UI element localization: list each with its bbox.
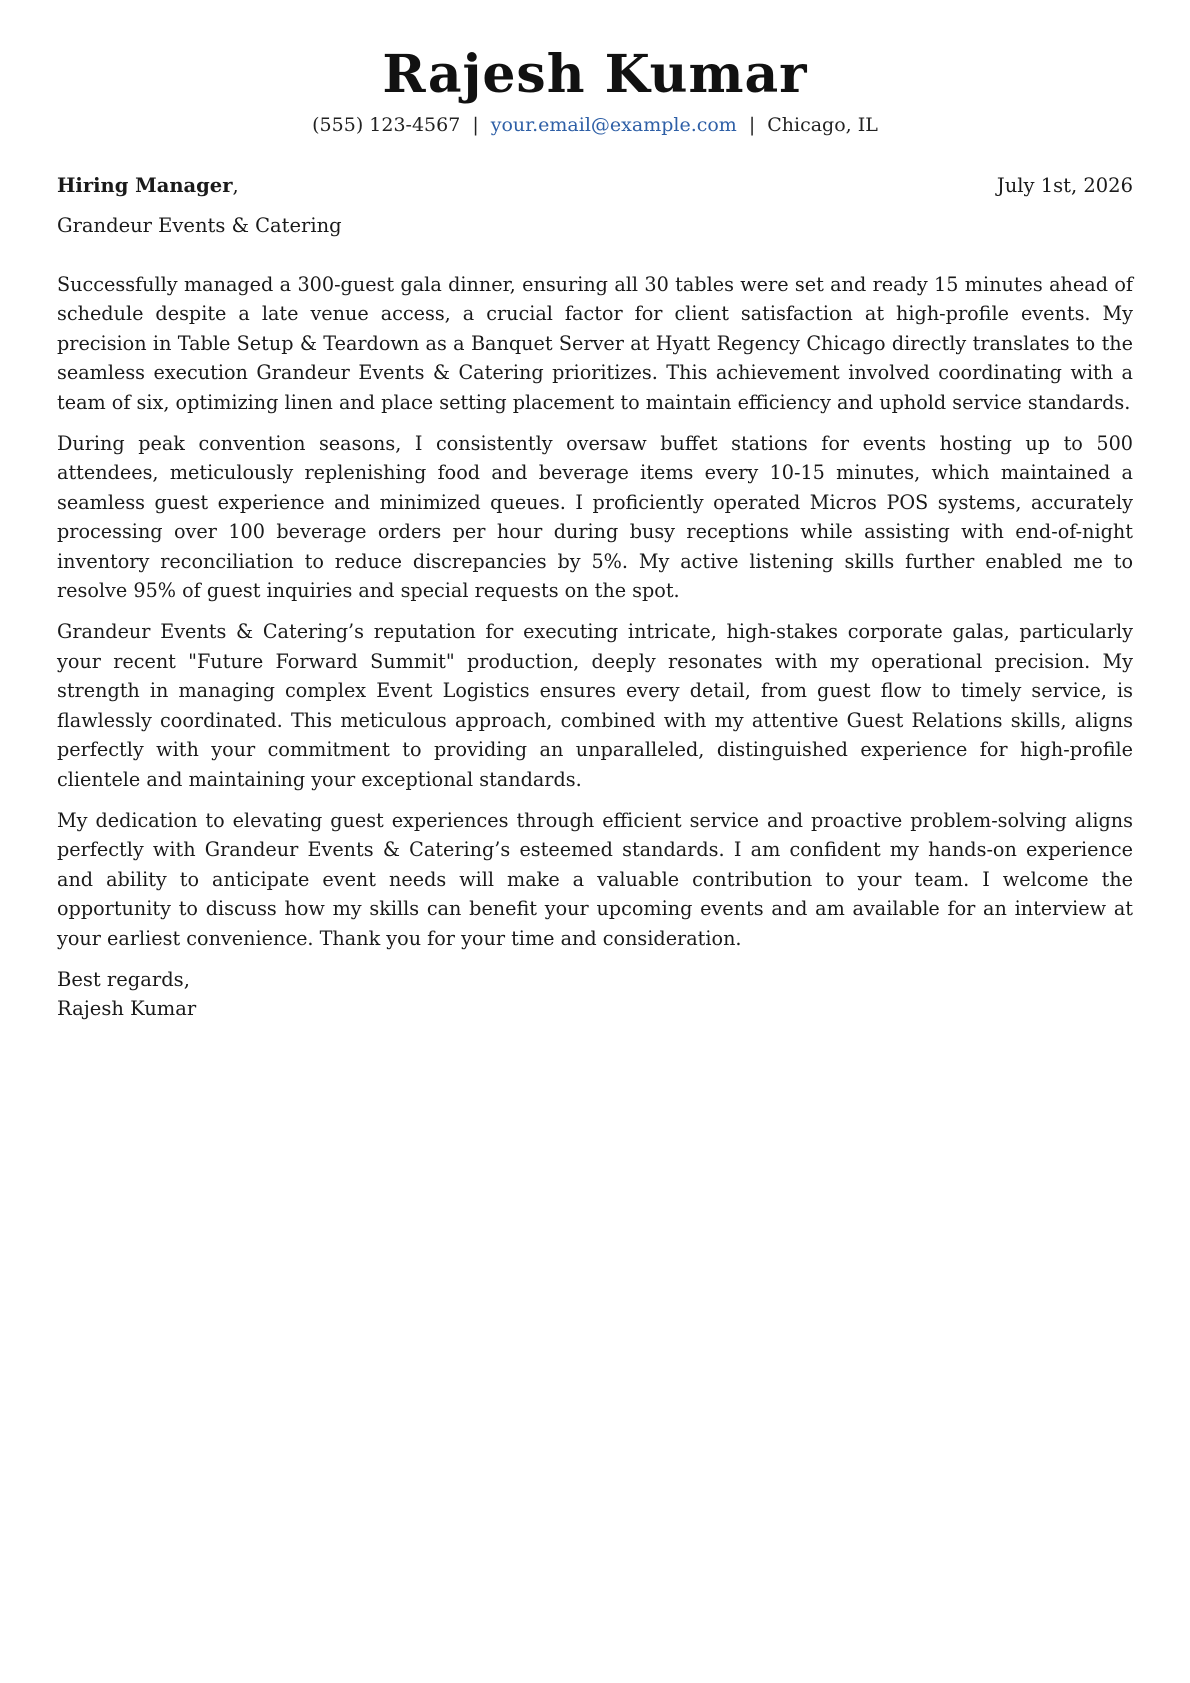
recipient-row bbox=[57, 172, 1133, 200]
body-paragraph: Successfully managed a 300-guest gala dinner, ensuring all 30 tables were set and ready 15 minutes ahead of schedule despite a late venue access, a crucial factor for client satisfaction at high-profile events. My precision in Table Setup & Teardown as a Banquet Server at Hyatt Regency Chicago directly translates to the seamless execution Grandeur Events & Catering prioritizes. This achievement involved coordinating with a team of six, optimizing linen and place setting placement to maintain efficiency and uphold service standards. bbox=[57, 273, 1133, 414]
letter-body bbox=[57, 270, 1133, 953]
recipient-title-suffix: , bbox=[232, 174, 239, 197]
contact-line bbox=[57, 112, 1133, 138]
body-paragraph: My dedication to elevating guest experiences through efficient service and proactive problem-solving aligns perfectly with Grandeur Events & Catering’s esteemed standards. I am confident my hands-on experience and ability to anticipate event needs will make a valuable contribution to your team. I welcome the opportunity to discuss how my skills can benefit your upcoming events and am available for an interview at your earliest convenience. Thank you for your time and consideration. bbox=[57, 808, 1133, 950]
body-paragraph: During peak convention seasons, I consistently oversaw buffet stations for events hosting up to 500 attendees, meticulously replenishing food and beverage items every 10-15 minutes, which maintained a seamless guest experience and minimized queues. I proficiently operated Micros POS systems, accurately processing over 100 beverage orders per hour during busy receptions while assisting with end-of-night inventory reconciliation to reduce discrepancies by 5%. My active listening skills further enabled me to resolve 95% of guest inquiries and special requests on the spot. bbox=[57, 432, 1133, 603]
letter-date: July 1st, 2026 bbox=[996, 174, 1133, 197]
recipient-title: Hiring Manager bbox=[57, 174, 233, 197]
contact-separator: | bbox=[472, 114, 479, 136]
closing-signature: Rajesh Kumar bbox=[57, 997, 197, 1021]
applicant-name: Rajesh Kumar bbox=[382, 44, 808, 105]
email-link[interactable]: your.email@example.com bbox=[490, 114, 737, 136]
body-paragraph: Grandeur Events & Catering’s reputation for executing intricate, high-stakes corporate galas, particularly your recent "Future Forward Summit" production, deeply resonates with my operational precision. My strength in managing complex Event Logistics ensures every detail, from guest flow to timely service, is flawlessly coordinated. This meticulous approach, combined with my attentive Guest Relations skills, aligns perfectly with your commitment to providing an unparalleled, distinguished experience for high-profile clientele and maintaining your exceptional standards. bbox=[57, 620, 1133, 791]
location: Chicago, IL bbox=[767, 114, 878, 136]
closing-salutation: Best regards, bbox=[57, 967, 190, 991]
closing-block bbox=[57, 965, 1133, 1024]
recipient-company: Grandeur Events & Catering bbox=[57, 214, 342, 237]
phone-number: (555) 123-4567 bbox=[312, 114, 461, 136]
recipient-block bbox=[57, 172, 239, 200]
contact-separator: | bbox=[748, 114, 756, 136]
